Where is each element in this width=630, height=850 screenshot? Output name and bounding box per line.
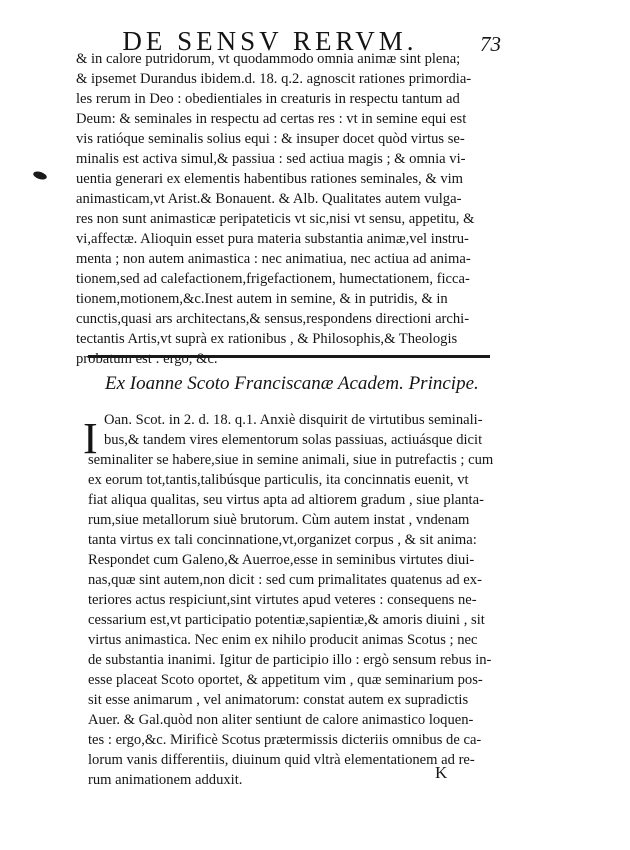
page-number: 73 (480, 32, 501, 56)
margin-ink-mark (32, 170, 47, 181)
text-line: de substantia inanimi. Igitur de participio illo : ergò sensum rebus in- (88, 652, 492, 668)
text-line: Respondet cum Galeno,& Auerroe,esse in seminibus virtutes diui- (88, 552, 475, 568)
text-line: Auer. & Gal.quòd non aliter sentiunt de calore animastico loquen- (88, 712, 474, 728)
text-line: Deum: & seminales in respectu ad certas res : vt in semine equi est (76, 111, 467, 127)
text-line: virtus animastica. Nec enim ex nihilo producit animas Scotus ; nec (88, 632, 478, 648)
section-heading: Ex Ioanne Scoto Franciscanæ Academ. Principe. (105, 373, 479, 394)
text-line: fiat aliqua qualitas, seu virtus apta ad altiorem gradum , siue planta- (88, 492, 484, 508)
text-line: vis ratióque seminalis solius equi : & insuper docet quòd virtus se- (76, 131, 465, 147)
text-line: rum,siue metallorum siuè brutorum. Cùm autem instat , vndenam (88, 512, 470, 528)
text-line: & in calore putridorum, vt quodammodo omnia animæ sint plena; (76, 51, 461, 67)
text-line: seminaliter se habere,siue in semine animali, siue in putrefactis ; cum (88, 452, 494, 468)
text-line: Oan. Scot. in 2. d. 18. q.1. Anxiè disquirit de virtutibus seminali- (104, 412, 483, 428)
text-line: teriores actus respiciunt,sint virtutes apud veteres : consequens ne- (88, 592, 477, 608)
text-line: vi,affectæ. Alioquin esset pura materia substantia animæ,vel instru- (76, 231, 469, 247)
text-line: esse placeat Scoto oportet, & appetitum vim , quæ seminarium pos- (88, 672, 483, 688)
text-line: cessarium est,vt participatio potentiæ,sapientiæ,& amoris diuini , sit (88, 612, 485, 628)
text-line: probatum est : ergo, &c. (76, 351, 218, 367)
text-line: menta ; non autem animastica : nec animatiua, nec actiua ad anima- (76, 251, 471, 267)
text-line: tionem,sed ad calefactionem,frigefactionem, humectationem, ficca- (76, 271, 470, 287)
text-line: rum animationem adduxit. (88, 772, 243, 788)
text-line: & ipsemet Durandus ibidem.d. 18. q.2. agnoscit rationes primordia- (76, 71, 472, 87)
text-line: minalis est activa simul,& passiua : sed actiua magis ; & omnia vi- (76, 151, 466, 167)
text-line: uentia generari ex elementis habentibus rationes seminales, & vim (76, 171, 464, 187)
text-line: bus,& tandem vires elementorum solas passiuas, actiuásque dicit (104, 432, 483, 448)
signature-mark: K (435, 763, 448, 782)
text-line: lorum vanis differentiis, diuinum quid vltrà elementationem ad re- (88, 752, 475, 768)
text-line: tionem,motionem,&c.Inest autem in semine, & in putridis, & in (76, 291, 448, 307)
text-line: sit esse animarum , vel animatorum: constat autem ex supradictis (88, 692, 469, 708)
text-line: tanta virtus ex tali concinnatione,vt,organizet corpus , & sit anima: (88, 532, 477, 548)
text-line: nas,quæ sint autem,non dicit : sed cum primalitates quatenus ad ex- (88, 572, 482, 588)
text-line: tes : ergo,&c. Mirificè Scotus prætermissis dicteriis omnibus de ca- (88, 732, 482, 748)
text-line: les rerum in Deo : obedientiales in creaturis in respectu tantum ad (76, 91, 460, 107)
running-head: DE SENSV RERVM. (122, 26, 418, 56)
text-line: tectantis Artis,vt suprà ex rationibus , & Philosophis,& Theologis (76, 331, 458, 347)
text-line: ex eorum tot,tantis,talibúsque particulis, ita concinnatis euenit, vt (88, 472, 469, 488)
text-line: cunctis,quasi ars architectans,& sensus,respondens directioni archi- (76, 311, 470, 327)
section-divider (88, 355, 490, 358)
text-line: res non sunt animasticæ peripateticis vt sic,nisi vt sensu, appetitu, & (76, 211, 475, 227)
text-line: animasticam,vt Arist.& Bonauent. & Alb. Qualitates autem vulga- (76, 191, 462, 207)
initial-letter: I (83, 414, 98, 463)
